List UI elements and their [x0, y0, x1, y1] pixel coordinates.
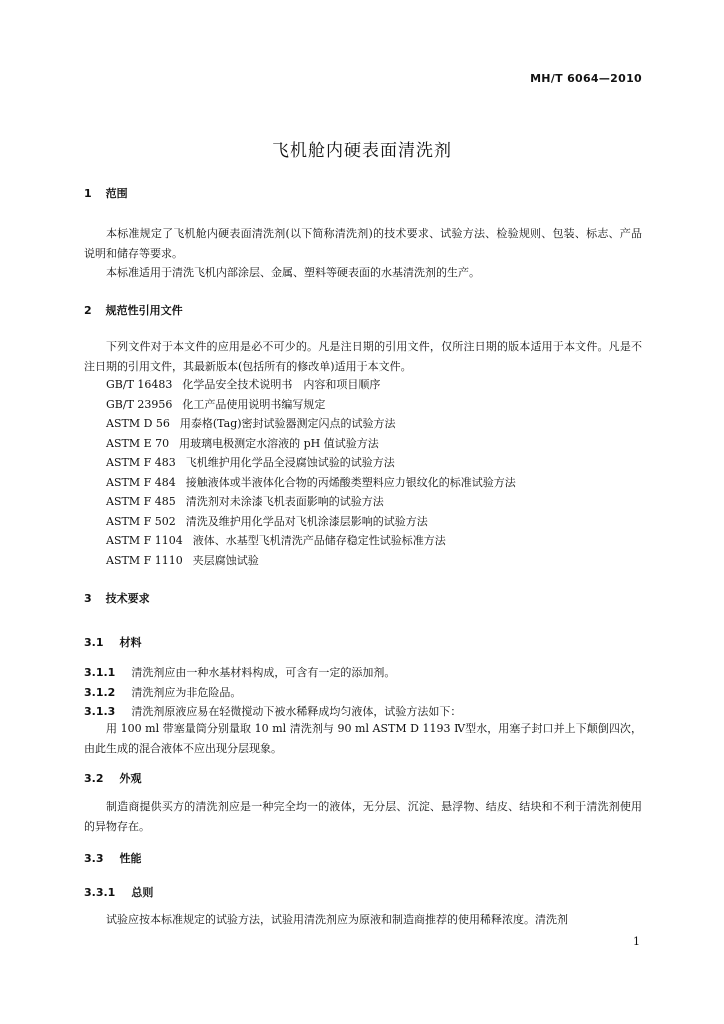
section-2-paragraph-1: 下列文件对于本文件的应用是必不可少的。凡是注日期的引用文件，仅所注日期的版本适用于本文件。凡是不注日期的引用文件，其最新版本(包括所有的修改单)适用于本文件。	[84, 340, 642, 373]
clause-3-1-3-test-paragraph: 用 100 ml 带塞量筒分别量取 10 ml 清洗剂与 90 ml ASTM D 1193 Ⅳ型水，用塞子封口并上下颠倒四次，由此生成的混合液体不应出现分层现象。	[84, 722, 642, 755]
reference-item	[106, 512, 516, 532]
reference-title: 夹层腐蚀试验	[192, 553, 259, 567]
reference-item	[106, 434, 516, 454]
section-title: 材料	[119, 636, 142, 649]
reference-item	[106, 531, 516, 551]
section-number: 3.1	[84, 636, 104, 649]
clause-number: 3.1.2	[84, 686, 116, 699]
reference-code: ASTM F 484	[106, 475, 176, 489]
reference-title: 飞机维护用化学品全浸腐蚀试验的试验方法	[185, 456, 395, 469]
section-number: 3.3	[84, 852, 104, 865]
reference-code: ASTM F 483	[106, 456, 176, 469]
section-number: 3.3.1	[84, 886, 116, 899]
page-number: 1	[633, 935, 640, 948]
section-title: 总则	[131, 886, 154, 899]
section-number: 1	[84, 187, 92, 200]
section-2-heading	[84, 302, 183, 318]
reference-item	[106, 551, 516, 571]
reference-code: ASTM F 485	[106, 495, 176, 508]
section-title: 范围	[105, 187, 128, 200]
reference-code: ASTM D 56	[106, 417, 170, 430]
reference-code: ASTM E 70	[106, 436, 170, 450]
reference-code: GB/T 23956	[106, 397, 173, 411]
reference-title: 化工产品使用说明书编写规定	[182, 397, 326, 411]
section-3-heading	[84, 590, 150, 606]
reference-item	[106, 375, 516, 395]
standard-code: MH/T 6064—2010	[530, 72, 642, 85]
section-1-paragraph-1: 本标准规定了飞机舱内硬表面清洗剂(以下简称清洗剂)的技术要求、试验方法、检验规则、包装、标志、产品说明和储存等要求。	[84, 227, 642, 260]
section-1-heading	[84, 185, 128, 201]
section-1-paragraph-2: 本标准适用于清洗飞机内部涂层、金属、塑料等硬表面的水基清洗剂的生产。	[106, 266, 480, 279]
reference-item	[106, 473, 516, 493]
clause-number: 3.1.1	[84, 666, 116, 679]
clause-text: 清洗剂原液应易在轻微搅动下被水稀释成均匀液体，试验方法如下：	[131, 705, 462, 718]
clause-number: 3.1.3	[84, 705, 116, 718]
clause-3-1-3	[84, 703, 461, 719]
reference-code: ASTM F 1104	[106, 534, 183, 547]
reference-item	[106, 414, 516, 434]
section-number: 3.2	[84, 772, 104, 785]
reference-title: 用玻璃电极测定水溶液的 pH 值试验方法	[179, 436, 379, 450]
clause-3-1-1	[84, 664, 395, 680]
section-3-1-heading	[84, 634, 142, 650]
section-3-3-heading	[84, 850, 142, 866]
section-3-3-1-heading	[84, 884, 153, 900]
section-title: 性能	[119, 852, 142, 865]
section-number: 3	[84, 592, 92, 605]
reference-title: 化学品安全技术说明书 内容和项目顺序	[182, 378, 381, 391]
reference-title: 用泰格(Tag)密封试验器测定闪点的试验方法	[179, 417, 396, 430]
document-title: 飞机舱内硬表面清洗剂	[272, 141, 452, 161]
section-number: 2	[84, 304, 92, 317]
clause-text: 清洗剂应为非危险品。	[131, 686, 242, 699]
section-3-2-heading	[84, 770, 142, 786]
reference-title: 清洗及维护用化学品对飞机涂漆层影响的试验方法	[185, 514, 428, 528]
section-3-3-1-paragraph: 试验应按本标准规定的试验方法，试验用清洗剂应为原液和制造商推荐的使用稀释浓度。清洗剂	[106, 913, 568, 926]
reference-code: ASTM F 502	[106, 514, 176, 528]
section-title: 外观	[119, 772, 142, 785]
reference-title: 接触液体或半液体化合物的丙烯酸类塑料应力银纹化的标准试验方法	[185, 475, 516, 489]
reference-code: GB/T 16483	[106, 378, 173, 391]
normative-reference-list	[106, 375, 516, 570]
clause-text: 清洗剂应由一种水基材料构成，可含有一定的添加剂。	[131, 666, 396, 679]
clause-3-1-2	[84, 684, 241, 700]
reference-item	[106, 492, 516, 512]
section-title: 规范性引用文件	[105, 304, 183, 317]
section-3-2-paragraph: 制造商提供买方的清洗剂应是一种完全均一的液体，无分层、沉淀、悬浮物、结皮、结块和不利于清洗剂使用的异物存在。	[84, 800, 642, 833]
reference-item	[106, 395, 516, 415]
reference-title: 液体、水基型飞机清洗产品储存稳定性试验标准方法	[192, 534, 446, 547]
reference-code: ASTM F 1110	[106, 553, 183, 567]
reference-title: 清洗剂对未涂漆飞机表面影响的试验方法	[185, 495, 384, 508]
section-title: 技术要求	[105, 592, 150, 605]
reference-item	[106, 453, 516, 473]
